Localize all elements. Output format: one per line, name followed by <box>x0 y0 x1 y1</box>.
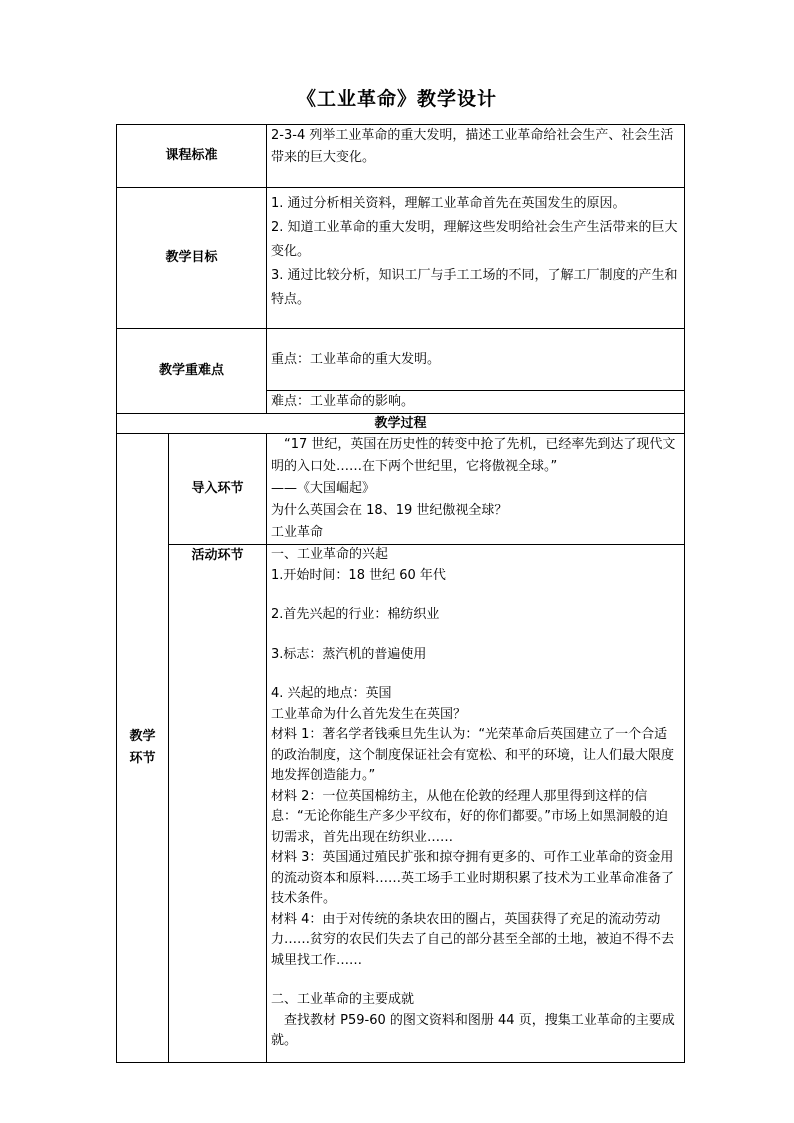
origin-place: 4. 兴起的地点：英国 <box>271 686 392 701</box>
section-heading: 一、工业革命的兴起 <box>271 547 389 562</box>
difficult-point: 难点：工业革命的影响。 <box>267 391 685 414</box>
intro-question: 为什么英国会在 18、19 世纪傲视全球？ <box>271 503 508 518</box>
start-time: 1.开始时间：18 世纪 60 年代 <box>271 567 446 583</box>
achievement-task: 查找教材 P59-60 的图文资料和图册 44 页，搜集工业革命的主要成就。 <box>271 1012 675 1048</box>
process-header-row <box>117 414 685 434</box>
activity-row <box>117 545 685 1063</box>
process-header: 教学过程 <box>117 414 685 434</box>
goal-item: 1. 通过分析相关资料，理解工业革命首先在英国发生的原因。 <box>271 196 626 211</box>
intro-quote: “17 世纪，英国在历史性的转变中抢了先机，已经率先到达了现代文明的入口处……在下两个世纪里，它将傲视全球。” <box>271 437 676 474</box>
goals-row <box>117 188 685 329</box>
activity-label: 活动环节 <box>169 545 267 1063</box>
goals-content <box>267 188 685 329</box>
standard-row <box>117 125 685 188</box>
goal-item: 3. 通过比较分析，知识工厂与手工工场的不同，了解工厂制度的产生和特点。 <box>271 268 678 307</box>
keypoints-label: 教学重难点 <box>117 329 267 414</box>
origin-question: 工业革命为什么首先发生在英国？ <box>271 706 467 722</box>
material-3: 材料 3：英国通过殖民扩张和掠夺拥有更多的、可作工业革命的资金用的流动资本和原料……英工场手工业时期积累了技术为工业革命准备了技术条件。 <box>271 850 675 906</box>
main-stage-label: 教学环节 <box>117 434 169 1063</box>
intro-source: ——《大国崛起》 <box>271 481 376 496</box>
key-point: 重点：工业革命的重大发明。 <box>267 329 685 391</box>
intro-row <box>117 434 685 545</box>
intro-label: 导入环节 <box>169 434 267 545</box>
goals-label: 教学目标 <box>117 188 267 329</box>
goal-item: 2. 知道工业革命的重大发明，理解这些发明给社会生产生活带来的巨大变化。 <box>271 220 678 259</box>
intro-answer: 工业革命 <box>271 525 324 540</box>
material-1: 材料 1：著名学者钱乘旦先生认为：“光荣革命后英国建立了一个合适的政治制度，这个制度保证社会有宽松、和平的环境，让人们最大限度地发挥创造能力。” <box>271 727 675 783</box>
material-4: 材料 4：由于对传统的条块农田的圈占，英国获得了充足的流动劳动力……贫穷的农民们失去了自己的部分甚至全部的土地，被迫不得不去城里找工作…… <box>271 911 675 968</box>
intro-content <box>267 434 685 545</box>
standard-text: 2-3-4 列举工业革命的重大发明，描述工业革命给社会生产、社会生活带来的巨大变化。 <box>267 125 685 188</box>
revolution-sign: 3.标志：蒸汽机的普遍使用 <box>271 646 427 662</box>
activity-content <box>267 545 685 1063</box>
standard-label: 课程标准 <box>117 125 267 188</box>
material-2: 材料 2：一位英国棉纺主，从他在伦敦的经理人那里得到这样的信息：“无论你能生产多少平纹布，好的你们都要。”市场上如黑洞般的迫切需求，首先出现在纺织业…… <box>271 788 668 845</box>
first-industry: 2.首先兴起的行业：棉纺织业 <box>271 607 440 622</box>
document-title: 《工业革命》教学设计 <box>296 88 497 110</box>
section-heading: 二、工业革命的主要成就 <box>271 992 415 1007</box>
lesson-plan-table <box>116 124 685 1063</box>
keypoints-row <box>117 329 685 391</box>
